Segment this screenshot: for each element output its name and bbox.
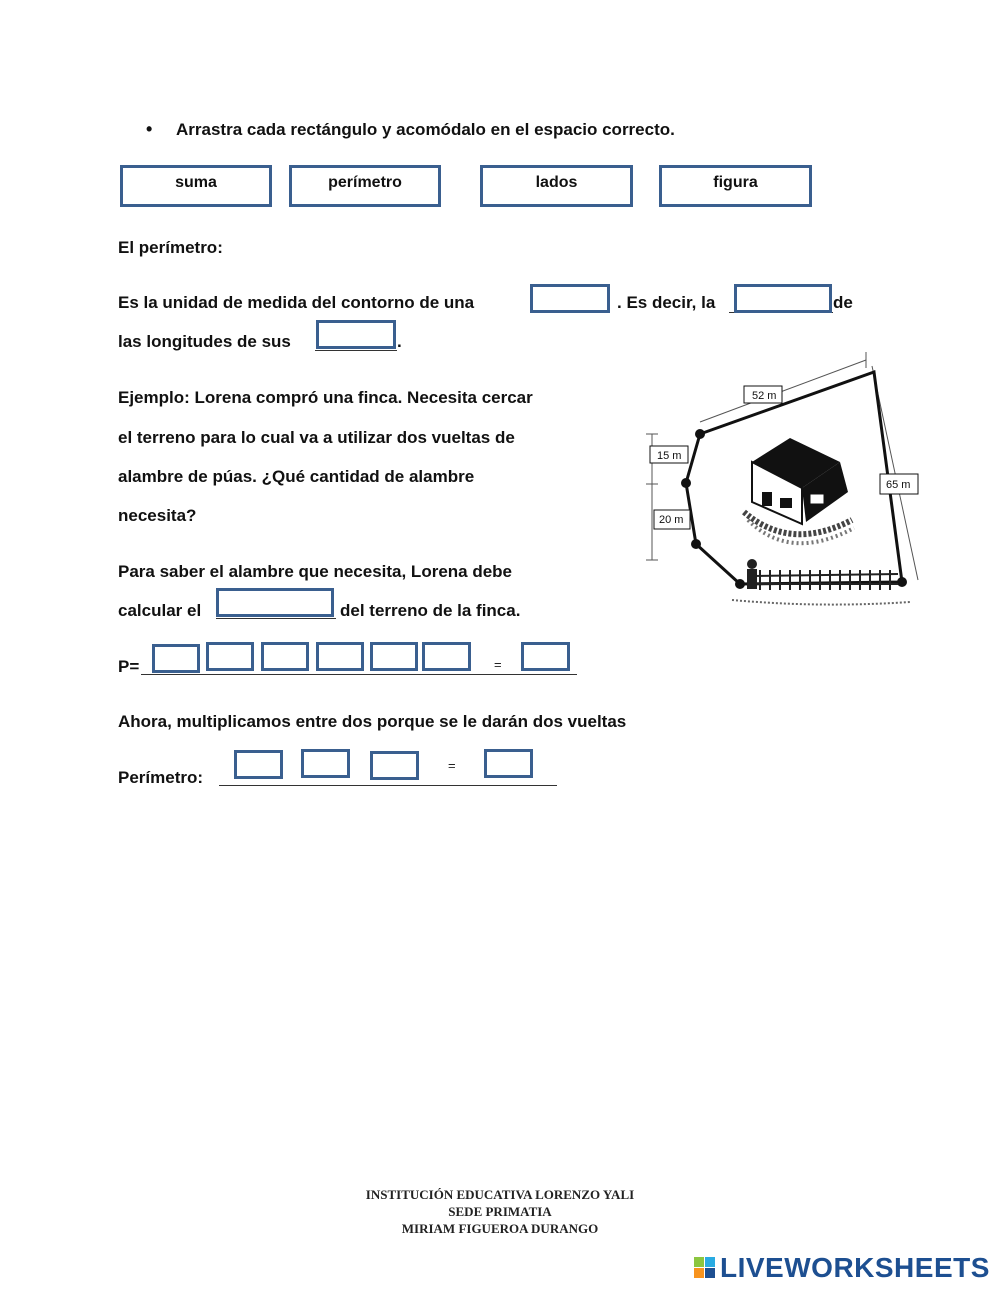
definition-text-4: las longitudes de sus xyxy=(118,332,291,351)
example-line-1: Ejemplo: Lorena compró una finca. Necesita cercar xyxy=(118,388,533,407)
footer-line-2: SEDE PRIMATIA xyxy=(448,1204,552,1219)
example-line-2: el terreno para lo cual va a utilizar dos vueltas de xyxy=(118,428,515,447)
example-line-3: alambre de púas. ¿Qué cantidad de alambre xyxy=(118,467,475,486)
formula-input-2[interactable] xyxy=(206,642,254,671)
formula-label: P= xyxy=(118,657,140,676)
figure-label-52: 52 m xyxy=(752,390,777,402)
liveworksheets-logo-icon xyxy=(694,1257,716,1279)
fence-icon xyxy=(752,570,898,590)
bullet-icon: • xyxy=(146,119,153,139)
house-icon xyxy=(744,438,854,543)
perimeter-equals: = xyxy=(448,758,456,773)
formula-input-1[interactable] xyxy=(152,644,200,673)
definition-text-3: de xyxy=(833,293,853,312)
know-line-2b: del terreno de la finca. xyxy=(340,601,521,620)
drop-zone-suma[interactable] xyxy=(734,284,832,313)
perimeter-underline xyxy=(219,785,557,786)
draggable-figura[interactable]: figura xyxy=(659,165,812,207)
know-line-2a: calcular el xyxy=(118,601,202,620)
blank-underline xyxy=(216,618,336,619)
formula-equals: = xyxy=(494,657,502,672)
farm-figure xyxy=(640,352,940,612)
draggable-suma[interactable]: suma xyxy=(120,165,272,207)
figure-label-65: 65 m xyxy=(886,479,911,491)
formula-input-5[interactable] xyxy=(370,642,418,671)
footer-line-3: MIRIAM FIGUEROA DURANGO xyxy=(401,1221,599,1236)
brand-logo-text[interactable]: LIVEWORKSHEETS xyxy=(720,1252,990,1283)
formula-input-4[interactable] xyxy=(316,642,364,671)
ground-line xyxy=(732,600,910,605)
multiply-text: Ahora, multiplicamos entre dos porque se le darán dos vueltas xyxy=(118,712,627,731)
draggable-lados[interactable]: lados xyxy=(480,165,633,207)
blank-underline xyxy=(315,350,397,351)
section-title: El perímetro: xyxy=(118,238,223,257)
formula-input-6[interactable] xyxy=(422,642,471,671)
instruction-text: Arrastra cada rectángulo y acomódalo en el espacio correcto. xyxy=(176,120,675,139)
perimeter-input-2[interactable] xyxy=(301,749,350,778)
perimeter-input-3[interactable] xyxy=(370,751,419,780)
perimeter-result-input[interactable] xyxy=(484,749,533,778)
know-line-1: Para saber el alambre que necesita, Lorena debe xyxy=(118,562,513,581)
person-icon xyxy=(747,559,757,589)
drop-zone-lados[interactable] xyxy=(316,320,396,349)
formula-underline xyxy=(141,674,577,675)
perimeter-label: Perímetro: xyxy=(118,768,204,787)
figure-label-15: 15 m xyxy=(657,450,682,462)
definition-text-2: . Es decir, la xyxy=(617,293,716,312)
formula-result-input[interactable] xyxy=(521,642,570,671)
definition-text-5: . xyxy=(397,332,402,351)
definition-text-1: Es la unidad de medida del contorno de una xyxy=(118,293,475,312)
drop-zone-figura[interactable] xyxy=(530,284,610,313)
perimeter-input-1[interactable] xyxy=(234,750,283,779)
drop-zone-perimetro[interactable] xyxy=(216,588,334,617)
footer-line-1: INSTITUCIÓN EDUCATIVA LORENZO YALI xyxy=(365,1187,635,1202)
example-line-4: necesita? xyxy=(118,506,197,525)
figure-label-20: 20 m xyxy=(659,514,684,526)
formula-input-3[interactable] xyxy=(261,642,309,671)
draggable-perimetro[interactable]: perímetro xyxy=(289,165,441,207)
